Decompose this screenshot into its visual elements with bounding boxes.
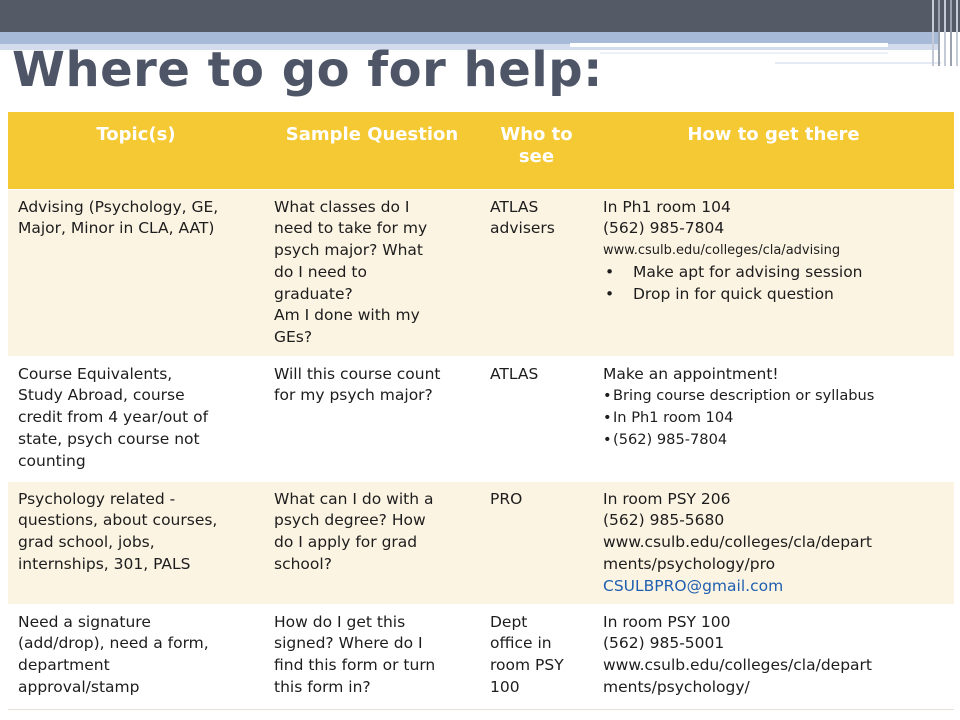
topic-line: credit from 4 year/out of [18,408,209,427]
who-line: PRO [490,489,523,508]
location-text: In room PSY 206 [603,489,731,508]
question-line: GEs? [274,328,313,347]
question-line: signed? Where do I [274,634,423,653]
dept-url-link[interactable]: www.csulb.edu/colleges/cla/depart [603,656,872,675]
decorative-line [600,52,888,54]
how-cell [593,356,954,481]
topic-line: Major, Minor in CLA, AAT) [18,219,215,238]
table-bottom-border [8,709,954,710]
list-item: • Make apt for advising session [603,262,946,284]
topic-line: (add/drop), need a form, [18,634,209,653]
bullet-list [603,385,946,450]
topic-cell [8,189,264,356]
who-line: Dept [490,612,528,631]
who-cell [480,604,593,708]
topic-line: Need a signature [18,612,151,631]
phone-text: (562) 985-5680 [603,511,725,530]
topic-line: Course Equivalents, [18,364,173,383]
table-row-advising [8,189,954,356]
topic-line: Advising (Psychology, GE, [18,197,219,216]
question-line: psych major? What [274,241,423,260]
decorative-line [570,43,888,47]
question-cell [264,481,480,604]
header-topic: Topic(s) [8,112,264,189]
question-line: this form in? [274,677,371,696]
email-link[interactable]: CSULBPRO@gmail.com [603,576,784,595]
who-line: 100 [490,677,520,696]
question-line: psych degree? How [274,511,426,530]
topic-line: grad school, jobs, [18,533,155,552]
who-cell [480,189,593,356]
header-row [8,112,954,189]
corner-decorative-lines [930,0,960,66]
location-text: In Ph1 room 104 [603,197,731,216]
question-line: find this form or turn [274,656,436,675]
how-cell [593,189,954,356]
decorative-line [932,0,934,66]
question-line: graduate? [274,284,353,303]
topic-cell [8,481,264,604]
decorative-line [950,0,952,66]
question-line: need to take for my [274,219,428,238]
list-item: • In Ph1 room 104 [603,407,946,429]
decorative-line [775,62,941,64]
topic-line: counting [18,451,86,470]
instruction-text: Make an appointment! [603,364,779,383]
help-table [8,112,954,708]
list-item: • (562) 985-7804 [603,429,946,451]
header-how-to-get-there: How to get there [593,112,954,189]
dept-url-link-continued[interactable]: ments/psychology/ [603,677,750,696]
decorative-line [944,0,946,66]
topic-cell [8,356,264,481]
who-line: ATLAS [490,364,539,383]
who-line: ATLAS [490,197,539,216]
decorative-line [956,0,958,66]
question-line: do I need to [274,262,367,281]
topic-line: Psychology related - [18,489,176,508]
topic-line: state, psych course not [18,429,200,448]
question-line: for my psych major? [274,386,433,405]
header-sample-question: Sample Question [264,112,480,189]
table-row-psychology-related [8,481,954,604]
list-item: • Drop in for quick question [603,284,946,306]
table-row-course-equivalents [8,356,954,481]
who-line: advisers [490,219,555,238]
who-cell [480,481,593,604]
topic-line: internships, 301, PALS [18,554,191,573]
how-cell [593,604,954,708]
page-title: Where to go for help: [12,42,603,98]
question-line: school? [274,554,332,573]
table-row-signature [8,604,954,708]
question-line: Am I done with my [274,306,420,325]
pro-url-link-continued[interactable]: ments/psychology/pro [603,554,776,573]
top-decorative-band [0,0,960,32]
question-cell [264,356,480,481]
who-line: office in [490,634,552,653]
question-cell [264,189,480,356]
question-line: What classes do I [274,197,410,216]
topic-line: department [18,656,110,675]
question-line: do I apply for grad [274,533,418,552]
topic-line: approval/stamp [18,677,140,696]
advising-url-link[interactable]: www.csulb.edu/colleges/cla/advising [603,243,841,259]
topic-cell [8,604,264,708]
header-who-to-see: Who to see [480,112,593,189]
phone-text: (562) 985-7804 [603,219,725,238]
question-cell [264,604,480,708]
how-cell [593,481,954,604]
list-item: • Bring course description or syllabus [603,385,946,407]
decorative-line [938,0,940,66]
location-text: In room PSY 100 [603,612,731,631]
topic-line: Study Abroad, course [18,386,185,405]
pro-url-link[interactable]: www.csulb.edu/colleges/cla/depart [603,533,872,552]
phone-text: (562) 985-5001 [603,634,725,653]
topic-line: questions, about courses, [18,511,218,530]
who-line: room PSY [490,656,564,675]
question-line: Will this course count [274,364,441,383]
question-line: What can I do with a [274,489,434,508]
who-cell [480,356,593,481]
question-line: How do I get this [274,612,406,631]
bullet-list [603,262,946,306]
